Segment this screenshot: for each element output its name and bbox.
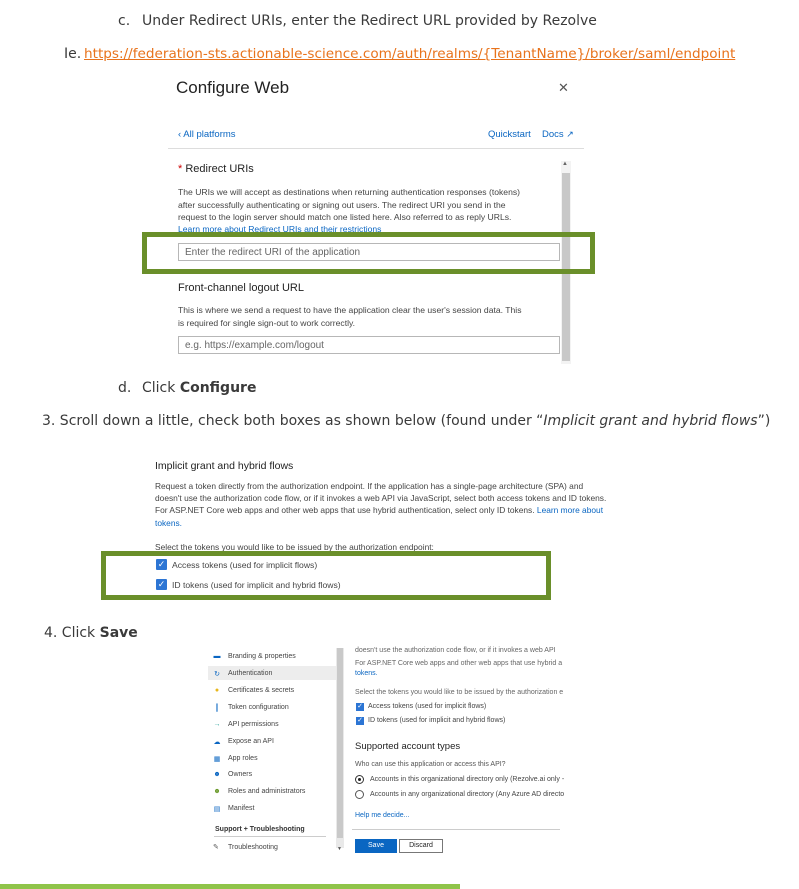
nav-item-label: Manifest (228, 805, 255, 812)
nav-item-icon: ☻ (213, 788, 221, 795)
sidebar-scrollbar[interactable] (336, 648, 344, 852)
redirect-uri-input[interactable]: Enter the redirect URI of the application (178, 243, 560, 261)
cut-line-1-text: doesn't use the authorization code flow, or if it invokes a web API (355, 647, 556, 654)
radio-multi-tenant[interactable] (355, 790, 364, 799)
redirect-learn-more-link[interactable]: Learn more about Redirect URIs and their restrictions (178, 224, 382, 234)
logout-description (178, 304, 522, 329)
required-marker: * (178, 163, 183, 175)
scroll-down-icon[interactable]: ▼ (337, 846, 342, 852)
checkmark-icon: ✓ (357, 703, 363, 710)
step-c-marker: c. (118, 13, 131, 29)
redirect-description (178, 186, 520, 224)
nav-item-icon: ▬ (213, 653, 221, 660)
step-4-prefix: 4. Click (44, 625, 100, 641)
step-4-text (44, 625, 138, 641)
panel-title: Configure Web (176, 78, 290, 97)
nav-item-label: Expose an API (228, 738, 274, 745)
external-link-icon: ↗ (566, 129, 574, 139)
access-tokens-label: Access tokens (used for implicit flows) (172, 560, 318, 570)
step-3-text (42, 413, 770, 429)
nav-item-icon: ▦ (213, 756, 221, 763)
nav-item-label: Owners (228, 771, 253, 778)
cut-line-1 (355, 647, 559, 657)
nav-item-label: Authentication (228, 670, 273, 677)
redirect-desc-line-2: after successfully authenticating or signing out users. The redirect URI you send in the (178, 199, 506, 210)
docs-link[interactable] (542, 129, 574, 140)
checkmark-icon: ✓ (157, 579, 166, 589)
support-heading: Support + Troubleshooting (215, 826, 305, 833)
implicit-desc-line-1: Request a token directly from the authorization endpoint. If the application has a single-page architecture (SPA) and (155, 481, 584, 491)
nav-item-icon: ● (214, 687, 220, 694)
help-me-decide-link[interactable]: Help me decide... (355, 812, 410, 819)
save-access-tokens-checkbox[interactable] (356, 703, 364, 711)
configure-web-panel (168, 68, 584, 364)
step-d-marker: d. (118, 380, 132, 396)
nav-item-icon: ☻ (213, 771, 221, 778)
footer-divider (352, 829, 560, 830)
troubleshooting-link[interactable]: Troubleshooting (228, 844, 278, 851)
implicit-grant-heading: Implicit grant and hybrid flows (155, 460, 294, 472)
header-divider (168, 148, 584, 149)
redirect-input-highlight (142, 232, 595, 274)
ie-prefix: Ie. (64, 46, 82, 62)
save-button[interactable]: Save (355, 839, 397, 853)
save-id-tokens-label: ID tokens (used for implicit and hybrid flows) (368, 717, 506, 724)
logout-desc-line-2: is required for single sign-out to work correctly. (178, 317, 356, 328)
save-access-tokens-label: Access tokens (used for implicit flows) (368, 703, 487, 710)
step-4-save: Save (99, 625, 138, 641)
nav-item-label: API permissions (228, 721, 279, 728)
implicit-desc-line-3 (155, 504, 606, 516)
scroll-up-icon[interactable]: ▲ (562, 161, 568, 167)
save-id-tokens-checkbox[interactable] (356, 717, 364, 725)
radio-single-tenant[interactable] (355, 775, 364, 784)
redirect-url-link[interactable]: https://federation-sts.actionable-science.com/auth/realms/{TenantName}/broker/saml/endpoint (84, 46, 736, 62)
nav-item-label: Token configuration (228, 704, 289, 711)
select-tokens-label: Select the tokens you would like to be issued by the authorization endpoint: (155, 542, 434, 552)
nav-item-label: Certificates & secrets (228, 687, 295, 694)
implicit-tokens-link[interactable]: tokens. (155, 517, 183, 528)
redirect-desc-line-3: request to the login server should match one listed here. Also referred to as reply URLs. (178, 212, 512, 222)
close-icon[interactable]: ✕ (558, 80, 569, 95)
step-c-text: Under Redirect URIs, enter the Redirect URL provided by Rezolve (142, 13, 597, 29)
radio-single-tenant-label: Accounts in this organizational directory only (Rezolve.ai only - (370, 776, 565, 783)
support-divider (214, 836, 326, 837)
quickstart-link[interactable]: Quickstart (488, 129, 531, 140)
nav-item-label: Roles and administrators (228, 788, 306, 795)
cut-tokens-link[interactable]: tokens. (355, 670, 378, 677)
save-select-label: Select the tokens you would like to be issued by the authorization e (355, 689, 564, 696)
radio-multi-tenant-label: Accounts in any organizational directory (Any Azure AD directo (370, 791, 565, 798)
implicit-desc-line-2: doesn't use the authorization code flow, or if it invokes a web API via JavaScript, select both access tokens and ID tokens. (155, 493, 607, 504)
step-d-prefix: Click (142, 380, 180, 396)
nav-item-label: Branding & properties (228, 653, 296, 660)
troubleshooting-icon: ✎ (213, 844, 219, 851)
who-can-use-label: Who can use this application or access this API? (355, 761, 506, 768)
redirect-desc-line-1: The URIs we will accept as destinations when returning authentication responses (tokens) (178, 187, 521, 197)
supported-accounts-heading: Supported account types (355, 741, 461, 752)
nav-item-icon: ▤ (213, 806, 221, 813)
implicit-grant-description (155, 480, 606, 529)
step-3-italic: Implicit grant and hybrid flows (543, 413, 758, 429)
implicit-learn-more-link[interactable]: Learn more about (536, 505, 604, 516)
checkmark-icon: ✓ (357, 717, 363, 724)
nav-item-icon: ┃ (214, 705, 220, 712)
step-3-prefix: 3. Scroll down a little, check both boxes as shown below (found under “ (42, 413, 544, 429)
docs-label: Docs (542, 129, 564, 140)
step-d-configure: Configure (179, 380, 257, 396)
logout-url-label: Front-channel logout URL (178, 282, 304, 294)
id-tokens-label: ID tokens (used for implicit and hybrid flows) (172, 580, 341, 590)
discard-button[interactable]: Discard (399, 839, 443, 853)
redirect-uris-label-text: Redirect URIs (185, 163, 254, 175)
cut-line-2: For ASP.NET Core web apps and other web apps that use hybrid a (355, 660, 563, 667)
nav-item-icon: ☁ (213, 739, 221, 746)
implicit-desc-line-3-text: For ASP.NET Core web apps and other web apps that use hybrid authentication, select only ID tokens. (155, 505, 535, 516)
radio-selected-dot (358, 778, 361, 781)
nav-item-label: App roles (228, 755, 258, 762)
redirect-uris-label (178, 163, 254, 175)
logout-desc-line-1: This is where we send a request to have the application clear the user's session data. This (178, 305, 522, 315)
sidebar-scroll-thumb[interactable] (337, 648, 343, 838)
logout-url-input[interactable]: e.g. https://example.com/logout (178, 336, 560, 354)
checkboxes-highlight (101, 551, 551, 600)
nav-item-icon: → (213, 721, 221, 728)
all-platforms-link[interactable]: ‹ All platforms (178, 129, 236, 140)
nav-item-icon: ↻ (214, 671, 220, 678)
checkmark-icon: ✓ (157, 559, 166, 569)
step-d-text (142, 380, 256, 396)
bottom-accent-bar (0, 884, 460, 889)
step-3-suffix: ”) (757, 413, 771, 429)
